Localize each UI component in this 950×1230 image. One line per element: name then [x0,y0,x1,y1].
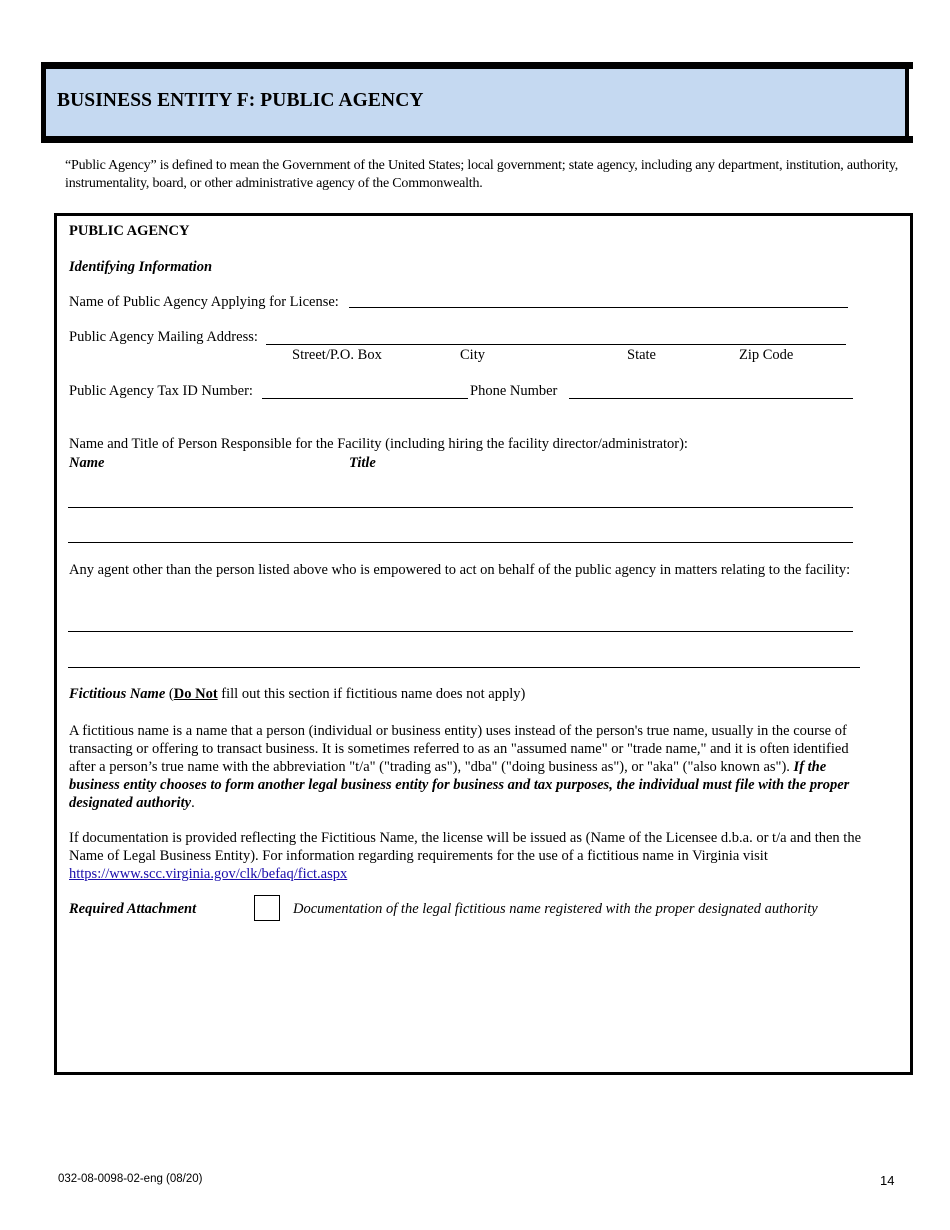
intro-paragraph: “Public Agency” is defined to mean the Government of the United States; local government; state agency, including any department, institution, authority, instrumentality, board, or other administrative agency of the Commonwealth. [65,158,899,191]
phone-label: Phone Number [470,383,558,399]
phone-field[interactable] [569,398,853,399]
fictitious-explanation-emphasis: If the business entity chooses to form another legal business entity for business and tax purposes, the individual must file with the proper designated authority [69,759,850,811]
section-title: PUBLIC AGENCY [69,223,190,239]
agent-label: Any agent other than the person listed above who is empowered to act on behalf of the public agency in matters relating to the facility: [69,562,851,578]
header-bottom-rule [41,136,913,143]
agency-name-field[interactable] [349,307,848,308]
fictitious-explanation [69,722,869,812]
name-column-label: Name [69,455,105,471]
street-sublabel: Street/P.O. Box [292,347,382,363]
fictitious-explanation-text: A fictitious name is a name that a person (individual or business entity) uses instead of the person's true name, usually in the course of transacting or offering to transact business. It is sometimes referred to as an "assumed name" or "trade name," and it is often identified after a person’s true name with the abbreviation "t/a" ("trading as"), "dba" ("doing business as"), or "aka" ("also known as"). [69,723,849,775]
agent-line-1[interactable] [68,631,853,632]
attachment-description: Documentation of the legal fictitious name registered with the proper designated authority [293,901,818,917]
required-attachment-label: Required Attachment [69,901,197,917]
fictitious-heading-rest: fill out this section if fictitious name does not apply) [217,686,526,702]
state-sublabel: State [627,347,656,363]
section-subtitle: Identifying Information [69,259,213,275]
agency-name-label: Name of Public Agency Applying for License: [69,294,339,310]
fictitious-name-heading: Fictitious Name [69,686,166,702]
do-not-emphasis: Do Not [173,686,218,702]
responsible-person-line-1[interactable] [68,507,853,508]
fictitious-explanation-end: . [191,795,195,811]
header-top-rule [41,62,913,69]
mailing-address-field[interactable] [266,344,846,345]
city-sublabel: City [460,347,485,363]
tax-id-field[interactable] [262,398,468,399]
attachment-checkbox[interactable] [254,895,280,921]
responsible-person-label: Name and Title of Person Responsible for the Facility (including hiring the facility director/administrator): [69,436,688,452]
title-column-label: Title [349,455,376,471]
mailing-address-label: Public Agency Mailing Address: [69,329,258,345]
tax-id-label: Public Agency Tax ID Number: [69,383,253,399]
responsible-person-line-2[interactable] [68,542,853,543]
agent-line-2[interactable] [68,667,860,668]
scc-virginia-link[interactable]: https://www.scc.virginia.gov/clk/befaq/fict.aspx [69,866,348,882]
fictitious-documentation-info [69,829,869,883]
zip-sublabel: Zip Code [739,347,794,363]
paren-open: ( [168,686,174,702]
fictitious-name-heading-row [69,686,525,703]
page-title: BUSINESS ENTITY F: PUBLIC AGENCY [57,90,424,111]
form-id: 032-08-0098-02-eng (08/20) [58,1173,203,1185]
documentation-info-text: If documentation is provided reflecting the Fictitious Name, the license will be issued as (Name of the Licensee d.b.a. or t/a and then the Name of Legal Business Entity). For information regarding requirements for the use of a fictitious name in Virginia visit [69,830,862,864]
page-number: 14 [880,1173,895,1188]
